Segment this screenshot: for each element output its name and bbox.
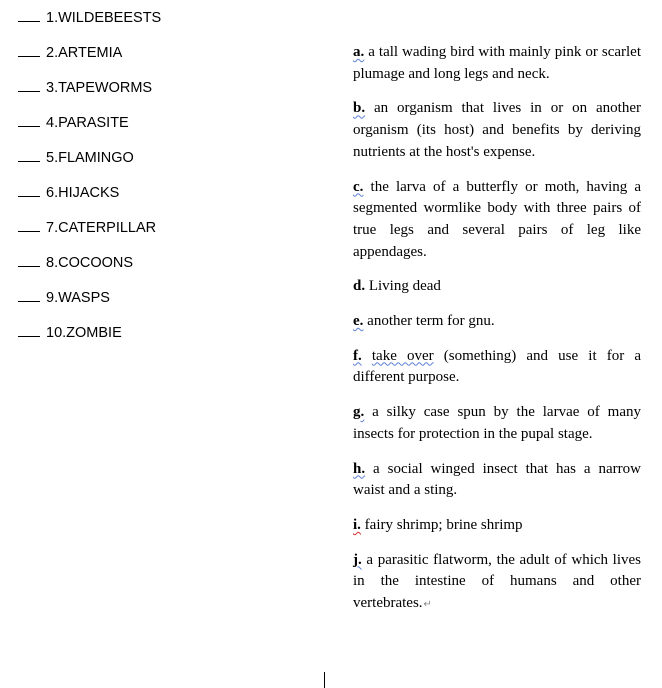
term-item bbox=[18, 288, 318, 323]
definition-text: (something) and use it for a different purpose. bbox=[353, 347, 642, 386]
term-item bbox=[18, 43, 318, 78]
definition-letter: a. bbox=[353, 44, 365, 60]
definition-item bbox=[353, 402, 641, 445]
definition-text: Living dead bbox=[368, 278, 441, 295]
definition-item bbox=[353, 276, 641, 298]
answer-blank[interactable] bbox=[18, 289, 40, 302]
paragraph-mark-icon: ↵ bbox=[423, 599, 432, 611]
term-item bbox=[18, 218, 318, 253]
term-item bbox=[18, 113, 318, 148]
definition-item bbox=[353, 98, 641, 163]
term-label: 10.ZOMBIE bbox=[46, 325, 122, 341]
term-label: 6.HIJACKS bbox=[46, 185, 120, 201]
definition-text: an organism that lives in or on another organism (its host) and benefits by deriving nutrients at the host's expense. bbox=[353, 100, 641, 160]
terms-list bbox=[18, 8, 318, 358]
term-item bbox=[18, 183, 318, 218]
definition-item bbox=[353, 177, 641, 264]
term-item bbox=[18, 8, 318, 43]
definition-letter: j. bbox=[353, 551, 362, 568]
definition-letter: f. bbox=[353, 347, 362, 364]
definition-text: a social winged insect that has a narrow waist and a sting. bbox=[353, 460, 641, 499]
answer-blank[interactable] bbox=[18, 184, 40, 197]
definition-text: a tall wading bird with mainly pink or scarlet plumage and long legs and neck. bbox=[353, 44, 641, 82]
definition-text: another term for gnu. bbox=[367, 313, 495, 330]
answer-blank[interactable] bbox=[18, 324, 40, 337]
text-cursor bbox=[324, 672, 325, 688]
term-item bbox=[18, 323, 318, 358]
term-label: 5.FLAMINGO bbox=[46, 150, 134, 166]
definition-item bbox=[353, 311, 641, 333]
definition-item bbox=[353, 515, 641, 537]
answer-blank[interactable] bbox=[18, 44, 40, 57]
term-label: 1.WILDEBEESTS bbox=[46, 10, 162, 26]
definition-letter: c. bbox=[353, 178, 364, 195]
definition-text: the larva of a butterfly or moth, having a segmented wormlike body with three pairs of true legs and several pairs of leg like appendages. bbox=[353, 178, 642, 260]
term-item bbox=[18, 253, 318, 288]
definition-letter: i. bbox=[353, 516, 361, 533]
definition-item bbox=[353, 346, 641, 389]
definition-item bbox=[353, 550, 641, 616]
definition-letter: d. bbox=[353, 278, 366, 295]
definition-underlined-phrase: take over bbox=[371, 347, 434, 364]
answer-blank[interactable] bbox=[18, 79, 40, 92]
definition-text: fairy shrimp; brine shrimp bbox=[364, 516, 523, 533]
answer-blank[interactable] bbox=[18, 219, 40, 232]
definition-item bbox=[353, 459, 641, 502]
definition-letter: e. bbox=[353, 313, 364, 330]
definitions-list bbox=[353, 42, 641, 629]
definition-letter: h. bbox=[353, 460, 366, 477]
definition-text: a parasitic flatworm, the adult of which lives in the intestine of humans and other vertebrates. bbox=[353, 551, 641, 612]
definition-item bbox=[353, 42, 641, 85]
answer-blank[interactable] bbox=[18, 149, 40, 162]
term-label: 4.PARASITE bbox=[46, 115, 129, 131]
term-label: 8.COCOONS bbox=[46, 255, 134, 271]
definition-text: a silky case spun by the larvae of many insects for protection in the pupal stage. bbox=[353, 404, 641, 442]
term-label: 7.CATERPILLAR bbox=[46, 220, 157, 236]
term-item bbox=[18, 78, 318, 113]
term-item bbox=[18, 148, 318, 183]
answer-blank[interactable] bbox=[18, 9, 40, 22]
term-label: 9.WASPS bbox=[46, 290, 110, 306]
answer-blank[interactable] bbox=[18, 114, 40, 127]
definition-letter: g. bbox=[353, 404, 365, 421]
term-label: 2.ARTEMIA bbox=[46, 45, 123, 61]
answer-blank[interactable] bbox=[18, 254, 40, 267]
definition-letter: b. bbox=[353, 100, 366, 117]
term-label: 3.TAPEWORMS bbox=[46, 80, 153, 96]
